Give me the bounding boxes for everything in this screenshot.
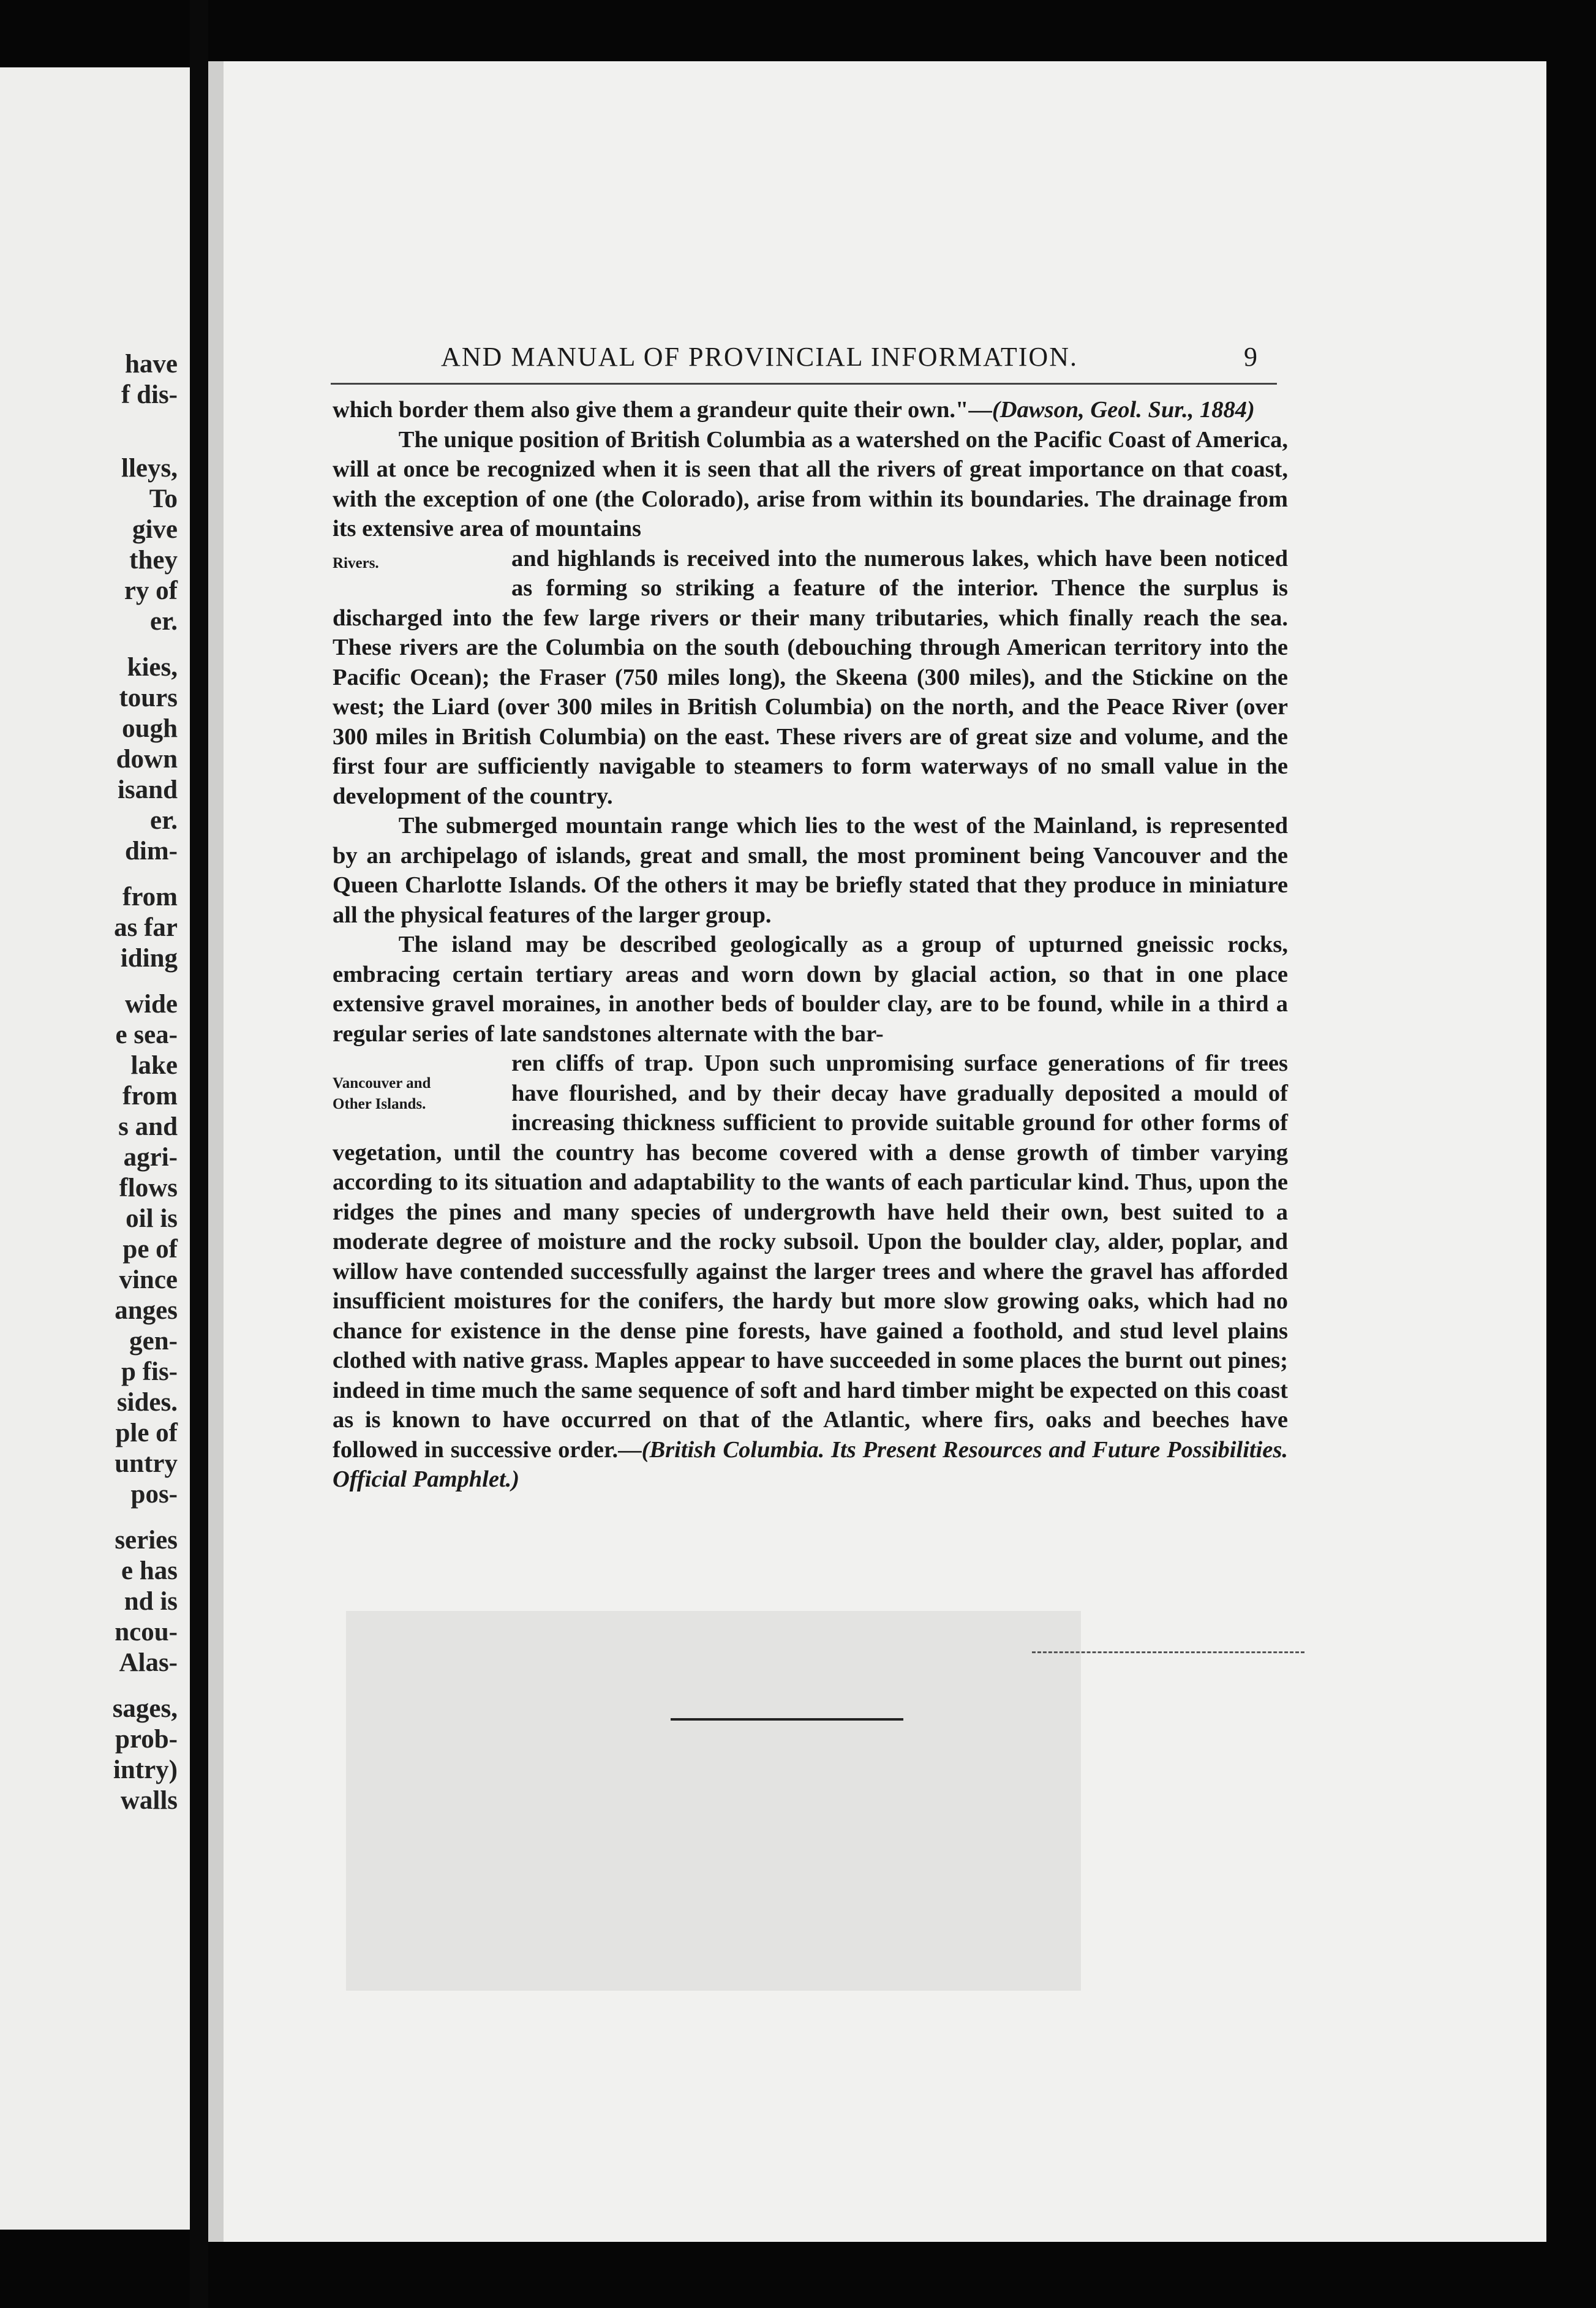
facing-page-fragment: give (132, 515, 178, 544)
facing-page-fragment: pos- (130, 1480, 178, 1509)
citation: (Dawson, Geol. Sur., 1884) (992, 397, 1255, 423)
page-stain (346, 1611, 1081, 1991)
facing-page-fragment: ncou- (115, 1618, 178, 1646)
facing-page-fragment: from (122, 883, 178, 911)
paragraph-geology-cont: Vancouver and Other Islands. ren cliffs of trap. Upon such unpromising surface generations of fir trees have flourished, and by their decay have gradually deposited a mould of increasing thickness sufficient to provide suitable ground for other forms of vegetation, until the country has become covered with a dense growth of timber varying according to its situation and adaptability to the wants of each particular kind. Thus, upon the ridges the pines and many species of undergrowth have held their own, best suited to a moderate degree of moisture and the rocky subsoil. Upon the boulder clay, alder, poplar, and willow have contended successfully against the larger trees and where the gravel has afforded insufficient moistures for the conifers, the hardy but more slow growing oaks, which had no chance for existence in the dense pine forests, have gained a foothold, and stud level plains clothed with native grass. Maples appear to have succeeded in some places the burnt out pines; indeed in time much the same sequence of soft and hard timber might be expected on this coast as is known to have occurred on that of the Atlantic, where firs, oaks and beeches have followed in successive order.—(British Columbia. Its Present Resources and Future Possibilities. Official Pamphlet.) (333, 1049, 1288, 1495)
facing-page-fragment: er. (150, 806, 178, 835)
page-number: 9 (1244, 342, 1259, 372)
facing-page-fragment: p fis- (121, 1357, 178, 1386)
paragraph-geology: The island may be described geologically as a group of upturned gneissic rocks, embracing certain tertiary areas and worn down by glacial action, so that in one place extensive gravel moraines, in another beds of boulder clay, are to be found, while in a third a regular series of late sandstones alternate with the bar- (333, 932, 1288, 1047)
paragraph-rivers: The unique position of British Columbia as a watershed on the Pacific Coast of America, will at once be recognized when it is seen that all the rivers of great importance on that coast, with the exception of one (the Colorado), arise from within its boundaries. The drainage from its extensive area of mountains (333, 426, 1288, 541)
sidenote-rivers: Rivers. (333, 554, 379, 571)
facing-page-fragment: gen- (129, 1327, 178, 1356)
facing-page-fragment: e sea- (115, 1020, 178, 1049)
citation: (British Columbia. Its Present Resources and Future Possibilities. Official Pamphlet.) (333, 1436, 1288, 1492)
paragraph-islands: The submerged mountain range which lies to the west of the Mainland, is represented by an archipelago of islands, great and small, the most prominent being Vancouver and the Queen Charlotte Islands. Of the others it may be briefly stated that they produce in miniature all the physical features of the larger group. (333, 813, 1288, 928)
facing-page-fragment: isand (117, 775, 178, 804)
facing-page-fragment: lleys, (121, 454, 178, 483)
facing-page-fragment: sides. (116, 1388, 178, 1417)
facing-page-fragment: f dis- (121, 380, 178, 409)
facing-page-fragment: anges (115, 1296, 178, 1325)
facing-page-fragment: tours (119, 684, 178, 712)
section-end-rule (671, 1718, 903, 1721)
facing-page-fragment: from (122, 1082, 178, 1111)
facing-page-fragment: iding (120, 944, 178, 973)
running-head: AND MANUAL OF PROVINCIAL INFORMATION. (441, 342, 1078, 372)
facing-page-fragment: lake (130, 1051, 178, 1080)
facing-page-left (0, 67, 190, 2230)
facing-page-fragment: e has (121, 1556, 178, 1585)
facing-page-fragment: nd is (124, 1587, 178, 1616)
facing-page-fragment: er. (150, 607, 178, 636)
facing-page-fragment: flows (119, 1174, 178, 1202)
facing-page-fragment: To (149, 485, 178, 513)
facing-page-fragment: as far (114, 913, 178, 942)
paragraph-quote-end: which border them also give them a grandeur quite their own."—(Dawson, Geol. Sur., 1884) (333, 397, 1255, 423)
paragraph-rivers-cont: Rivers. and highlands is received into the numerous lakes, which have been noticed as forming so striking a feature of the interior. Thence the surplus is discharged into the few large rivers or their many tributaries, which finally reach the sea. These rivers are the Columbia on the south (debouching through American territory into the Pacific Ocean); the Fraser (750 miles long), the Skeena (300 miles), and the Stickine on the west; the Liard (over 300 miles in British Columbia) on the north, and the Peace River (over 300 miles in British Columbia) on the east. These rivers are of great size and volume, and the first four are sufficiently navigable to steamers to form waterways of no small value in the development of the country. (333, 544, 1288, 812)
facing-page-fragment: agri- (123, 1143, 178, 1172)
facing-page-fragment: pe of (122, 1235, 178, 1264)
facing-page-fragment: they (129, 546, 178, 575)
sidenote-islands: Vancouver and Other Islands. (333, 1075, 431, 1112)
dashed-rule (1032, 1651, 1304, 1653)
facing-page-fragment: oil is (126, 1204, 178, 1233)
body-text (333, 395, 1288, 1495)
facing-page-fragment: series (115, 1526, 178, 1555)
book-gutter (190, 0, 208, 2308)
facing-page-fragment: down (116, 745, 178, 774)
facing-page-fragment: s and (118, 1112, 178, 1141)
facing-page-fragment: walls (120, 1786, 178, 1815)
facing-page-fragment: have (125, 350, 178, 379)
facing-page-fragment: Alas- (119, 1648, 178, 1677)
facing-page-fragment: wide (125, 990, 178, 1019)
facing-page-fragment: untry (115, 1449, 178, 1478)
page-edge (208, 61, 224, 2242)
facing-page-fragment: ry of (124, 576, 178, 605)
facing-page-fragment: sages, (112, 1694, 178, 1723)
page-header (331, 334, 1277, 385)
facing-page-fragment: intry) (113, 1756, 178, 1784)
facing-page-fragment: vince (119, 1265, 178, 1294)
facing-page-fragment: ple of (115, 1419, 178, 1447)
facing-page-fragment: ough (122, 714, 178, 743)
facing-page-fragment: kies, (127, 653, 178, 682)
facing-page-fragment: dim- (125, 837, 178, 866)
page-right (224, 61, 1546, 2242)
facing-page-fragment: prob- (115, 1725, 178, 1754)
